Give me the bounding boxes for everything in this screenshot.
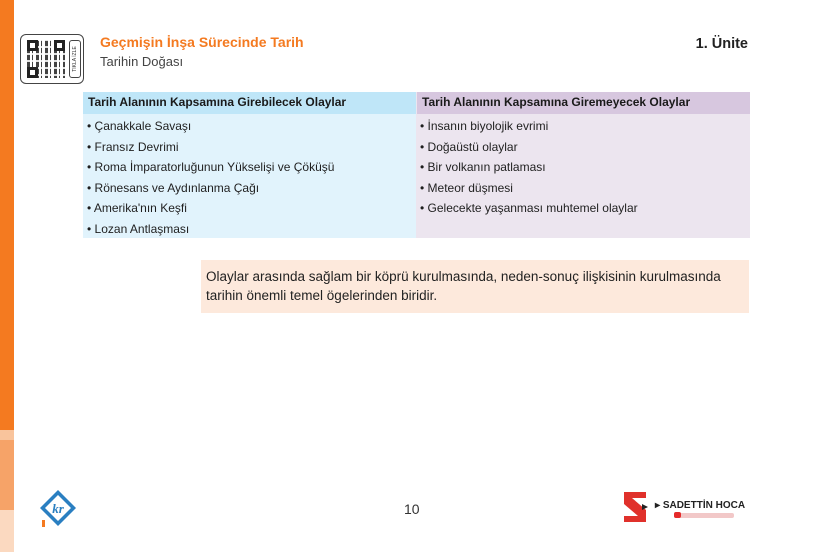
page-number: 10 xyxy=(404,501,420,517)
list-item: • Doğaüstü olaylar xyxy=(420,137,746,158)
included-events-column xyxy=(83,92,416,238)
list-item: • Çanakkale Savaşı xyxy=(87,116,412,137)
excluded-events-column xyxy=(416,92,750,238)
publisher-logo-icon xyxy=(38,488,78,528)
brand-logo-icon xyxy=(622,490,648,524)
side-accent-bar-segment xyxy=(0,430,14,440)
list-item: • Roma İmparatorluğunun Yükselişi ve Çöküşü xyxy=(87,157,412,178)
side-accent-bar-segment xyxy=(0,440,14,510)
unit-label: 1. Ünite xyxy=(695,36,748,52)
qr-code-link[interactable] xyxy=(20,34,84,84)
brand-logo xyxy=(622,490,752,526)
excluded-events-heading: Tarih Alanının Kapsamına Giremeyecek Olaylar xyxy=(417,92,750,114)
included-events-list xyxy=(83,114,416,241)
page-title: Geçmişin İnşa Sürecinde Tarih xyxy=(100,34,304,50)
brand-name: ▸ SADETTİN HOCA xyxy=(655,500,746,511)
brand-subline xyxy=(674,513,734,518)
list-item: • Amerika'nın Keşfi xyxy=(87,198,412,219)
side-accent-bar xyxy=(0,0,14,430)
included-events-heading: Tarih Alanının Kapsamına Girebilecek Olaylar xyxy=(83,92,416,114)
youtube-icon[interactable] xyxy=(674,512,681,518)
excluded-events-list xyxy=(416,114,750,221)
svg-text:kr: kr xyxy=(52,501,64,516)
list-item: • Gelecekte yaşanması muhtemel olaylar xyxy=(420,198,746,219)
list-item: • Bir volkanın patlaması xyxy=(420,157,746,178)
list-item: • Fransız Devrimi xyxy=(87,137,412,158)
brand-name-text: SADETTİN HOCA xyxy=(662,500,746,511)
side-accent-bar-segment xyxy=(0,510,14,552)
qr-finder-pattern xyxy=(27,40,38,51)
qr-finder-pattern xyxy=(54,40,65,51)
list-item: • Meteor düşmesi xyxy=(420,178,746,199)
qr-finder-pattern xyxy=(27,67,38,78)
list-item: • Rönesans ve Aydınlanma Çağı xyxy=(87,178,412,199)
page-subtitle: Tarihin Doğası xyxy=(100,54,184,69)
qr-tab xyxy=(69,40,81,78)
comparison-table xyxy=(83,92,750,238)
list-item: • Lozan Antlaşması xyxy=(87,219,412,240)
qr-tab-label: TIKLA İZLE xyxy=(72,46,79,72)
info-note: Olaylar arasında sağlam bir köprü kurulmasında, neden-sonuç ilişkisinin kurulmasında tarihin önemli temel ögelerinden biridir. xyxy=(201,260,749,313)
list-item: • İnsanın biyolojik evrimi xyxy=(420,116,746,137)
